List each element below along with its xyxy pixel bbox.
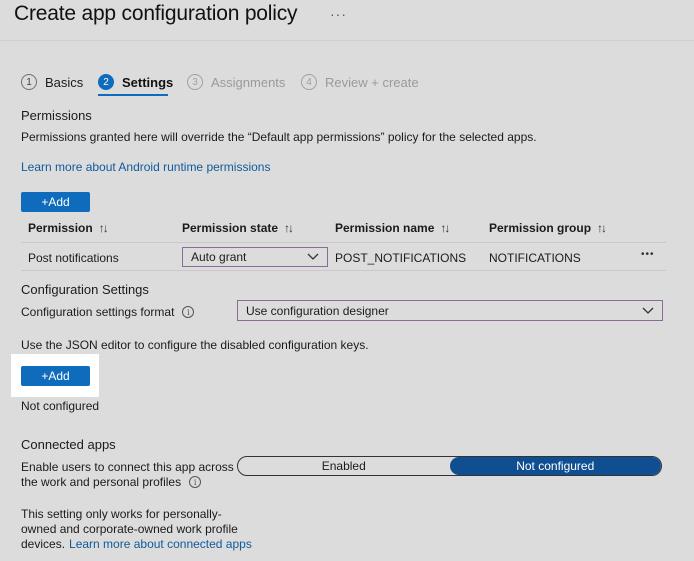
connected-apps-description-line1: Enable users to connect this app across	[21, 460, 234, 474]
step-label: Basics	[45, 74, 84, 90]
info-icon[interactable]: i	[189, 476, 201, 488]
wizard-step-assignments[interactable]	[187, 73, 285, 91]
configuration-status: Not configured	[21, 399, 100, 413]
header-divider	[0, 40, 694, 41]
step-label: Assignments	[211, 74, 286, 90]
toggle-option-enabled[interactable]: Enabled	[321, 459, 366, 473]
page-title: Create app configuration policy	[14, 2, 298, 25]
add-permission-button[interactable]: +Add	[21, 192, 90, 212]
step-number-icon: 3	[187, 74, 203, 90]
column-header-label: Permission state	[182, 221, 279, 235]
connected-apps-note-line2: owned and corporate-owned work profile	[21, 522, 238, 536]
configuration-format-label-group	[21, 305, 194, 319]
sort-icon: ↑↓	[98, 221, 107, 235]
permission-state-dropdown[interactable]	[182, 247, 328, 267]
toggle-option-not-configured[interactable]: Not configured	[450, 457, 662, 475]
sort-icon: ↑↓	[284, 221, 293, 235]
active-step-indicator	[98, 94, 168, 96]
step-number-icon: 2	[98, 74, 114, 90]
column-header-permission-name[interactable]	[335, 221, 448, 235]
connected-apps-learn-more-link[interactable]: Learn more about connected apps	[69, 537, 252, 551]
chevron-down-icon	[642, 307, 654, 315]
configuration-format-dropdown[interactable]	[237, 300, 663, 321]
connected-apps-description-line2-group	[21, 475, 201, 489]
table-cell-permission-group: NOTIFICATIONS	[489, 251, 581, 265]
table-divider	[21, 242, 666, 243]
wizard-step-basics[interactable]	[21, 73, 83, 91]
connected-apps-heading: Connected apps	[21, 437, 116, 452]
add-configuration-button[interactable]: +Add	[21, 366, 90, 386]
permissions-heading: Permissions	[21, 108, 92, 123]
table-divider	[21, 270, 666, 271]
dropdown-value: Auto grant	[191, 250, 247, 264]
connected-apps-toggle[interactable]	[237, 456, 662, 476]
connected-apps-note-prefix: devices.	[21, 537, 66, 551]
chevron-down-icon	[307, 253, 319, 261]
json-editor-note: Use the JSON editor to configure the disabled configuration keys.	[21, 338, 369, 352]
configuration-settings-heading: Configuration Settings	[21, 282, 149, 297]
sort-icon: ↑↓	[440, 221, 449, 235]
dropdown-value: Use configuration designer	[246, 303, 389, 318]
permissions-description: Permissions granted here will override the “Default app permissions” policy for the selected apps.	[21, 130, 537, 144]
android-permissions-learn-more-link[interactable]: Learn more about Android runtime permissions	[21, 160, 271, 174]
connected-apps-description-line2: the work and personal profiles	[21, 475, 182, 489]
table-cell-permission: Post notifications	[28, 251, 119, 265]
column-header-label: Permission	[28, 221, 93, 235]
step-label: Settings	[122, 74, 174, 90]
connected-apps-note-line1: This setting only works for personally-	[21, 507, 222, 521]
table-cell-permission-name: POST_NOTIFICATIONS	[335, 251, 467, 265]
wizard-step-settings[interactable]	[98, 73, 173, 91]
sort-icon: ↑↓	[597, 221, 606, 235]
configuration-format-label: Configuration settings format	[21, 305, 175, 319]
step-number-icon: 1	[21, 74, 37, 90]
step-label: Review + create	[325, 74, 419, 90]
column-header-label: Permission name	[335, 221, 435, 235]
info-icon[interactable]: i	[182, 306, 194, 318]
step-number-icon: 4	[301, 74, 317, 90]
wizard-step-review-create[interactable]	[301, 73, 419, 91]
column-header-permission[interactable]	[28, 221, 107, 235]
more-options-icon[interactable]: ···	[330, 6, 347, 22]
connected-apps-note-line3	[21, 537, 252, 551]
column-header-permission-group[interactable]	[489, 221, 605, 235]
column-header-label: Permission group	[489, 221, 592, 235]
column-header-permission-state[interactable]	[182, 221, 292, 235]
row-more-actions-icon[interactable]: •••	[641, 249, 655, 260]
